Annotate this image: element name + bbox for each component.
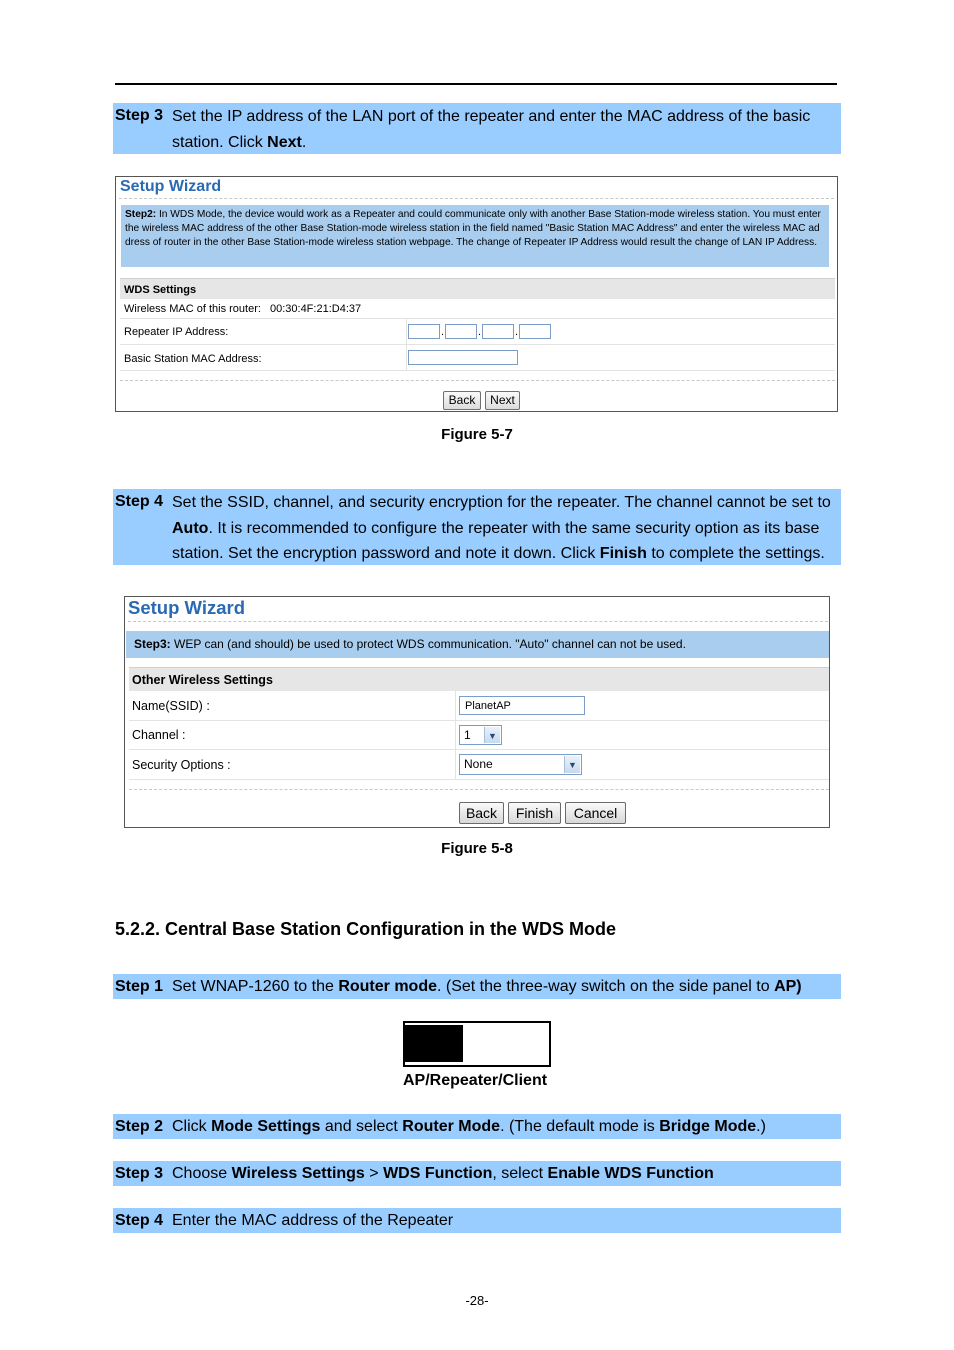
ip-octet-3-input[interactable] — [482, 324, 514, 339]
figure-caption: Figure 5-7 — [441, 426, 513, 443]
setup-wizard-wds-panel — [115, 176, 838, 412]
step-label: Step 3 — [115, 1165, 164, 1182]
ip-octet-1-input[interactable] — [408, 324, 440, 339]
chevron-down-icon[interactable]: ▼ — [484, 727, 500, 743]
ssid-row: Name(SSID) : PlanetAP — [129, 691, 829, 721]
security-row: Security Options : None ▼ — [129, 750, 829, 780]
step4-instruction: Step 4 Set the SSID, channel, and security encryption for the repeater. The channel cannot be set to Auto. It is recommended to configure the repeater with the same security option as its base station. Set the encryption password and note it down. Click Finish to complete the settings. — [113, 489, 841, 565]
figure-caption: Figure 5-8 — [441, 840, 513, 857]
section-heading: 5.2.2. Central Base Station Configuration in the WDS Mode — [115, 919, 617, 939]
channel-row: Channel : 1 ▼ — [129, 721, 829, 750]
next-button[interactable]: Next — [485, 391, 520, 410]
step1-instruction: Step 1 Set WNAP-1260 to the Router mode. (Set the three-way switch on the side panel to AP) — [113, 974, 841, 999]
setup-wizard-wireless-panel — [124, 596, 830, 828]
column-divider — [406, 319, 407, 345]
step-label: Step 4 — [115, 1212, 164, 1229]
finish-button[interactable]: Finish — [508, 802, 561, 824]
step-label: Step 3 — [115, 107, 164, 124]
basic-station-mac-input[interactable] — [408, 350, 518, 365]
ip-octet-2-input[interactable] — [445, 324, 477, 339]
ip-octet-4-input[interactable] — [519, 324, 551, 339]
divider — [120, 380, 835, 381]
panel-title: Setup Wizard — [128, 597, 246, 618]
panel-title: Setup Wizard — [120, 178, 222, 195]
switch-label: AP/Repeater/Client — [403, 1072, 548, 1089]
security-options-select[interactable]: None ▼ — [459, 754, 582, 775]
repeater-ip-row: Repeater IP Address: . . . — [120, 319, 835, 345]
step4-bottom-instruction: Step 4 Enter the MAC address of the Repeater — [113, 1208, 841, 1233]
page-number: -28- — [465, 1293, 489, 1308]
channel-select[interactable]: 1 ▼ — [459, 725, 502, 745]
section-header: WDS Settings — [120, 278, 835, 299]
step2-instruction: Step 2 Click Mode Settings and select Router Mode. (The default mode is Bridge Mode.) — [113, 1114, 841, 1139]
ssid-input[interactable]: PlanetAP — [459, 696, 585, 715]
divider — [128, 621, 828, 622]
step-label: Step 2 — [115, 1118, 164, 1135]
column-divider — [406, 345, 407, 371]
back-button[interactable]: Back — [459, 802, 504, 824]
column-divider — [455, 721, 456, 750]
step-label: Step 4 — [115, 493, 164, 510]
section-header: Other Wireless Settings — [129, 667, 829, 691]
column-divider — [455, 691, 456, 721]
mac-row: Wireless MAC of this router: 00:30:4F:21:D4:37 — [120, 299, 835, 319]
step-label: Step 1 — [115, 978, 164, 995]
cancel-button[interactable]: Cancel — [565, 802, 626, 824]
basic-station-mac-row: Basic Station MAC Address: — [120, 345, 835, 371]
chevron-down-icon[interactable]: ▼ — [564, 756, 580, 773]
column-divider — [455, 750, 456, 780]
back-button[interactable]: Back — [443, 391, 481, 410]
divider — [119, 198, 834, 199]
divider — [129, 789, 829, 790]
switch-knob — [404, 1025, 463, 1062]
step3-instruction: Step 3 Set the IP address of the LAN port of the repeater and enter the MAC address of the basic station. Click Next. — [113, 103, 841, 154]
info-box: Step3: WEP can (and should) be used to protect WDS communication. "Auto" channel can not be used. — [126, 631, 829, 658]
step3-bottom-instruction: Step 3 Choose Wireless Settings > WDS Function, select Enable WDS Function — [113, 1161, 841, 1186]
info-box: Step2: In WDS Mode, the device would work as a Repeater and could communicate only with another Base Station-mode wireless station. You must enter the wireless MAC address of the other Base Station-mode wireless station in the field named "Basic Station MAC Address" and enter the wireless MAC address of router in the other Base Station-mode wireless station webpage. The change of Repeater IP Address would result the change of LAN IP Address. — [121, 205, 829, 267]
header-rule — [115, 83, 837, 85]
